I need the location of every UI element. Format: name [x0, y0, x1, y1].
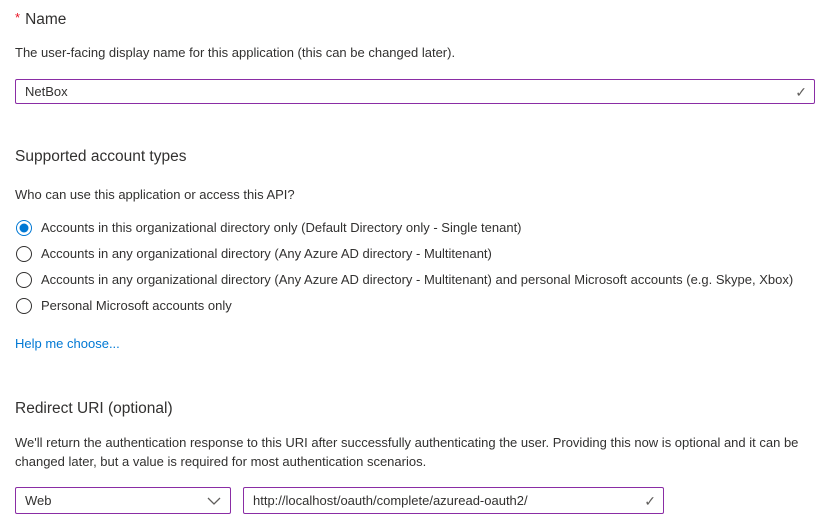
account-type-option-personal-only[interactable] — [15, 293, 814, 319]
name-section-title: Name — [25, 11, 67, 28]
account-types-radio-group — [15, 215, 814, 319]
account-type-option-single-tenant[interactable] — [15, 215, 814, 241]
redirect-uri-input-wrapper[interactable] — [243, 487, 664, 514]
account-type-option-label: Accounts in any organizational directory (Any Azure AD directory - Multitenant) and personal Microsoft accounts (e.g. Skype, Xbox) — [41, 272, 794, 287]
platform-select[interactable] — [15, 487, 231, 514]
account-type-option-label: Personal Microsoft accounts only — [41, 298, 232, 313]
help-me-choose-link[interactable]: Help me choose... — [15, 336, 120, 351]
chevron-down-icon — [207, 493, 221, 508]
account-type-option-multitenant-personal[interactable] — [15, 267, 814, 293]
radio-icon[interactable] — [16, 272, 32, 288]
required-asterisk: * — [15, 10, 21, 25]
name-section-header — [15, 0, 814, 30]
account-type-option-multitenant[interactable] — [15, 241, 814, 267]
redirect-uri-description: We'll return the authentication response to this URI after successfully authenticating the user. Providing this now is optional and it can be changed later, but a value is required for most authentication scenarios. — [15, 435, 799, 469]
radio-icon[interactable] — [16, 246, 32, 262]
radio-icon[interactable] — [16, 220, 32, 236]
name-input-wrapper[interactable] — [15, 79, 815, 104]
valid-check-icon: ✓ — [795, 83, 807, 100]
name-description: The user-facing display name for this application (this can be changed later). — [15, 45, 456, 60]
account-type-option-label: Accounts in any organizational directory (Any Azure AD directory - Multitenant) — [41, 246, 492, 261]
name-input[interactable] — [16, 80, 814, 103]
valid-check-icon: ✓ — [644, 492, 656, 509]
account-type-option-label: Accounts in this organizational directory only (Default Directory only - Single tenant) — [41, 220, 522, 235]
account-types-title: Supported account types — [15, 148, 187, 165]
redirect-uri-input[interactable] — [244, 488, 663, 513]
radio-icon[interactable] — [16, 298, 32, 314]
platform-select-value: Web — [25, 493, 52, 508]
account-types-question: Who can use this application or access this API? — [15, 187, 295, 202]
redirect-uri-title: Redirect URI (optional) — [15, 400, 173, 417]
